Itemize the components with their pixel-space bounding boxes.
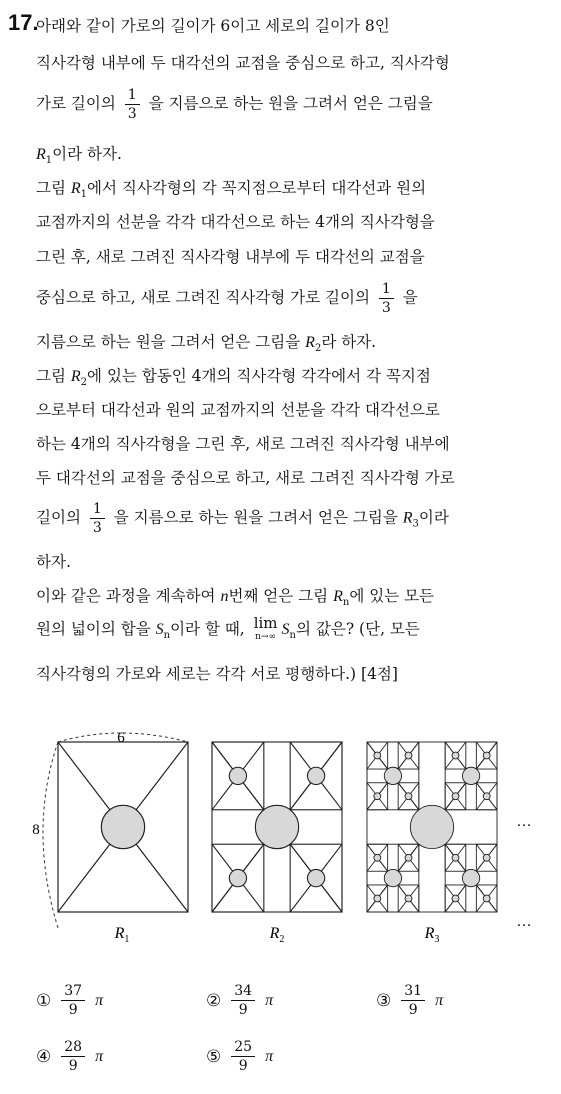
diagonal-segment: [367, 860, 375, 871]
circle: [483, 793, 490, 800]
circle: [384, 869, 401, 886]
circle: [462, 869, 479, 886]
diagonal-segment: [367, 742, 375, 753]
diagonal-segment: [379, 885, 387, 896]
limit-expression: lim n→∞: [253, 614, 278, 642]
diagonal-segment: [445, 783, 453, 794]
problem-line-11: 으로부터 대각선과 원의 교점까지의 선분을 각각 대각선으로: [36, 401, 440, 419]
diagonal-segment: [489, 758, 497, 769]
problem-line-14: 길이의 $\frac{1}{3}$ 을 지름으로 하는 원을 그려서 얻은 그림을 $R_3$이라: [36, 501, 449, 536]
diagonal-segment: [321, 783, 342, 810]
diagonal-segment: [489, 901, 497, 912]
diagonal-segment: [367, 844, 375, 855]
diagonal-segment: [367, 901, 375, 912]
diagonal-segment: [136, 844, 188, 912]
diagonal-segment: [489, 783, 497, 794]
diagonal-segment: [411, 799, 419, 810]
circle: [229, 767, 246, 784]
fraction-one-third: $\frac{1}{3}$: [125, 86, 140, 123]
diagonal-segment: [212, 783, 233, 810]
problem-line-15: 하자.: [36, 553, 71, 571]
diagonal-segment: [367, 799, 375, 810]
circle: [307, 767, 324, 784]
diagonal-segment: [411, 783, 419, 794]
diagonal-segment: [243, 885, 264, 912]
diagonal-segment: [243, 783, 264, 810]
diagonal-segment: [379, 742, 387, 753]
circle: [452, 752, 459, 759]
label-R3: $R_3$: [424, 925, 440, 945]
diagonal-segment: [458, 844, 466, 855]
diagonal-segment: [476, 799, 484, 810]
diagonal-segment: [445, 742, 453, 753]
diagonal-segment: [489, 844, 497, 855]
circle: [483, 895, 490, 902]
circle: [483, 854, 490, 861]
diagonal-segment: [398, 860, 406, 871]
diagonal-segment: [321, 742, 342, 769]
diagonal-segment: [489, 860, 497, 871]
diagonal-segment: [445, 860, 453, 871]
fractal-figure: [0, 730, 561, 965]
circle: [255, 805, 298, 848]
width-label: 6: [117, 730, 125, 746]
diagonal-segment: [445, 758, 453, 769]
fraction-one-third: $\frac{1}{3}$: [90, 500, 105, 537]
height-label: 8: [32, 822, 40, 838]
diagonal-segment: [398, 742, 406, 753]
diagonal-segment: [58, 844, 110, 912]
circle: [374, 854, 381, 861]
diagonal-segment: [476, 885, 484, 896]
problem-line-10: 그림 $R_2$에 있는 합동인 4개의 직사각형 각각에서 각 꼭지점: [36, 367, 431, 389]
diagonal-segment: [379, 860, 387, 871]
diagonal-segment: [489, 742, 497, 753]
problem-line-9: 지름으로 하는 원을 그려서 얻은 그림을 $R_2$라 하자.: [36, 333, 377, 355]
problem-line-12: 하는 4개의 직사각형을 그린 후, 새로 그려진 직사각형 내부에: [36, 435, 450, 453]
circle: [307, 869, 324, 886]
diagonal-segment: [379, 844, 387, 855]
circle: [462, 767, 479, 784]
figure-R3: [367, 742, 497, 912]
diagonal-segment: [411, 742, 419, 753]
ellipsis-labels: ···: [516, 918, 532, 934]
diagonal-segment: [476, 742, 484, 753]
diagonal-segment: [321, 885, 342, 912]
height-dimension-arc: [43, 742, 58, 928]
diagonal-segment: [398, 783, 406, 794]
problem-line-18: 직사각형의 가로와 세로는 각각 서로 평행하다.) [4점]: [36, 665, 398, 683]
diagonal-segment: [379, 799, 387, 810]
diagonal-segment: [243, 742, 264, 769]
diagonal-segment: [458, 860, 466, 871]
problem-line-6: 교점까지의 선분을 각각 대각선으로 하는 4개의 직사각형을: [36, 213, 435, 231]
problem-line-17: 원의 넓이의 합을 $S_n$이라 할 때, lim n→∞ $S_n$의 값은? (단, 모든: [36, 614, 420, 642]
circle: [452, 895, 459, 902]
problem-line-16: 이와 같은 과정을 계속하여 n번째 얻은 그림 $R_n$에 있는 모든: [36, 587, 435, 609]
circle: [410, 805, 453, 848]
problem-line-8: 중심으로 하고, 새로 그려진 직사각형 가로 길이의 $\frac{1}{3}$ 을: [36, 281, 418, 316]
choice-4[interactable]: ④ $\frac{28}{9}$ π: [36, 1039, 104, 1074]
diagonal-segment: [290, 885, 311, 912]
diagonal-segment: [458, 885, 466, 896]
diagonal-segment: [411, 860, 419, 871]
circle: [405, 895, 412, 902]
circle: [374, 895, 381, 902]
diagonal-segment: [445, 844, 453, 855]
circle: [452, 793, 459, 800]
diagonal-segment: [476, 901, 484, 912]
diagonal-segment: [398, 844, 406, 855]
diagonal-segment: [136, 742, 188, 810]
diagonal-segment: [290, 742, 311, 769]
figure-R2: [212, 742, 342, 912]
diagonal-segment: [398, 799, 406, 810]
diagonal-segment: [379, 901, 387, 912]
diagonal-segment: [212, 885, 233, 912]
diagonal-segment: [367, 783, 375, 794]
choice-5[interactable]: ⑤ $\frac{25}{9}$ π: [206, 1039, 274, 1074]
choice-3[interactable]: ③ $\frac{31}{9}$ π: [376, 983, 444, 1018]
fraction-one-third: $\frac{1}{3}$: [379, 280, 394, 317]
diagonal-segment: [489, 799, 497, 810]
diagonal-segment: [398, 758, 406, 769]
diagonal-segment: [458, 783, 466, 794]
circle: [374, 793, 381, 800]
circle: [405, 793, 412, 800]
diagonal-segment: [445, 901, 453, 912]
diagonal-segment: [476, 783, 484, 794]
label-R1: $R_1$: [114, 925, 130, 945]
diagonal-segment: [321, 844, 342, 871]
diagonal-segment: [476, 844, 484, 855]
diagonal-segment: [411, 901, 419, 912]
ellipsis-figures: ···: [516, 818, 532, 834]
problem-line-1: 아래와 같이 가로의 길이가 6이고 세로의 길이가 8인: [36, 17, 390, 35]
problem-number: 17.: [8, 10, 39, 35]
circle: [405, 854, 412, 861]
diagonal-segment: [458, 758, 466, 769]
problem-line-7: 그린 후, 새로 그려진 직사각형 내부에 두 대각선의 교점을: [36, 248, 425, 266]
diagonal-segment: [445, 885, 453, 896]
problem-line-13: 두 대각선의 교점을 중심으로 하고, 새로 그려진 직사각형 가로: [36, 469, 455, 487]
problem-line-3: 가로 길이의 $\frac{1}{3}$ 을 지름으로 하는 원을 그려서 얻은 그림을: [36, 87, 433, 122]
diagonal-segment: [379, 783, 387, 794]
diagonal-segment: [243, 844, 264, 871]
circle: [483, 752, 490, 759]
problem-line-2: 직사각형 내부에 두 대각선의 교점을 중심으로 하고, 직사각형: [36, 54, 450, 72]
diagonal-segment: [411, 885, 419, 896]
diagonal-segment: [379, 758, 387, 769]
circle: [374, 752, 381, 759]
diagonal-segment: [290, 844, 311, 871]
diagonal-segment: [458, 901, 466, 912]
diagonal-segment: [398, 885, 406, 896]
figure-R1: [58, 742, 188, 912]
problem-line-5: 그림 $R_1$에서 직사각형의 각 꼭지점으로부터 대각선과 원의: [36, 179, 427, 201]
diagonal-segment: [458, 799, 466, 810]
diagonal-segment: [212, 844, 233, 871]
circle: [452, 854, 459, 861]
diagonal-segment: [398, 901, 406, 912]
diagonal-segment: [367, 885, 375, 896]
choice-2[interactable]: ② $\frac{34}{9}$ π: [206, 983, 274, 1018]
choice-1[interactable]: ① $\frac{37}{9}$ π: [36, 983, 104, 1018]
diagonal-segment: [212, 742, 233, 769]
diagonal-segment: [476, 758, 484, 769]
problem-line-4: $R_1$이라 하자.: [36, 145, 122, 167]
label-R2: $R_2$: [269, 925, 285, 945]
circle: [405, 752, 412, 759]
diagonal-segment: [290, 783, 311, 810]
circle: [229, 869, 246, 886]
diagonal-segment: [458, 742, 466, 753]
diagonal-segment: [411, 758, 419, 769]
diagonal-segment: [58, 742, 110, 810]
diagonal-segment: [411, 844, 419, 855]
diagonal-segment: [367, 758, 375, 769]
diagonal-segment: [445, 799, 453, 810]
diagonal-segment: [476, 860, 484, 871]
circle: [384, 767, 401, 784]
diagonal-segment: [489, 885, 497, 896]
circle: [101, 805, 144, 848]
